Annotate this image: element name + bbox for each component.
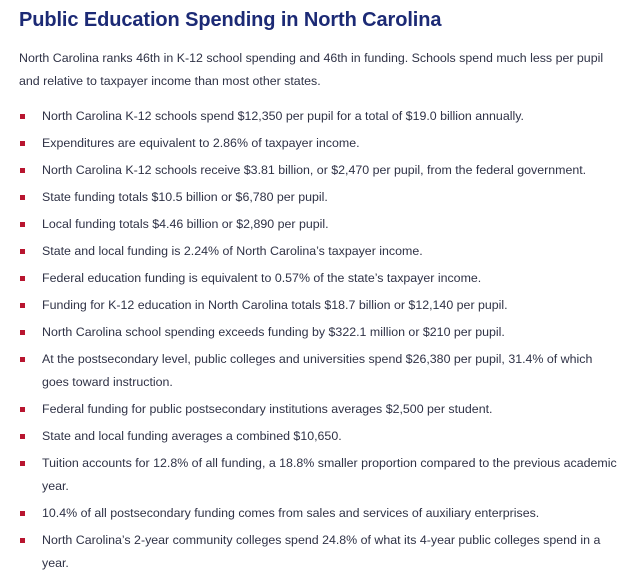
intro-paragraph: North Carolina ranks 46th in K-12 school spending and 46th in funding. Schools spend much less per pupil and relative to taxpayer income than most other states.: [19, 51, 604, 88]
fact-text: North Carolina’s 2-year community colleges spend 24.8% of what its 4-year public colleges spend in a year.: [42, 533, 601, 570]
fact-item: [19, 267, 622, 290]
fact-text: At the postsecondary level, public colleges and universities spend $26,380 per pupil, 31.4% of which goes toward instruction.: [42, 352, 593, 389]
fact-item: [19, 240, 622, 263]
page-title: Public Education Spending in North Carolina: [19, 9, 442, 31]
fact-text: North Carolina K-12 schools receive $3.81 billion, or $2,470 per pupil, from the federal government.: [42, 163, 587, 177]
square-bullet-icon: [20, 168, 25, 173]
square-bullet-icon: [20, 461, 25, 466]
fact-text: State funding totals $10.5 billion or $6,780 per pupil.: [42, 190, 328, 204]
fact-text: State and local funding is 2.24% of North Carolina’s taxpayer income.: [42, 244, 423, 258]
square-bullet-icon: [20, 276, 25, 281]
fact-text: North Carolina school spending exceeds funding by $322.1 million or $210 per pupil.: [42, 325, 505, 339]
fact-item: [19, 502, 622, 525]
square-bullet-icon: [20, 511, 25, 516]
fact-item: [19, 348, 622, 394]
fact-text: Federal education funding is equivalent to 0.57% of the state’s taxpayer income.: [42, 271, 482, 285]
fact-item: [19, 186, 622, 209]
square-bullet-icon: [20, 357, 25, 362]
fact-item: [19, 213, 622, 236]
square-bullet-icon: [20, 141, 25, 146]
square-bullet-icon: [20, 538, 25, 543]
fact-item: [19, 398, 622, 421]
square-bullet-icon: [20, 434, 25, 439]
fact-item: [19, 105, 622, 128]
fact-text: Tuition accounts for 12.8% of all funding, a 18.8% smaller proportion compared to the previous academic year.: [42, 456, 617, 493]
fact-item: [19, 452, 622, 498]
square-bullet-icon: [20, 222, 25, 227]
square-bullet-icon: [20, 303, 25, 308]
fact-text: Funding for K-12 education in North Carolina totals $18.7 billion or $12,140 per pupil.: [42, 298, 508, 312]
fact-item: [19, 529, 622, 575]
fact-text: Expenditures are equivalent to 2.86% of taxpayer income.: [42, 136, 360, 150]
fact-item: [19, 132, 622, 155]
square-bullet-icon: [20, 114, 25, 119]
square-bullet-icon: [20, 407, 25, 412]
fact-item: [19, 294, 622, 317]
facts-list: [19, 105, 622, 575]
fact-text: Local funding totals $4.46 billion or $2,890 per pupil.: [42, 217, 329, 231]
fact-text: North Carolina K-12 schools spend $12,350 per pupil for a total of $19.0 billion annually.: [42, 109, 524, 123]
square-bullet-icon: [20, 195, 25, 200]
fact-item: [19, 425, 622, 448]
fact-text: Federal funding for public postsecondary institutions averages $2,500 per student.: [42, 402, 493, 416]
fact-text: State and local funding averages a combined $10,650.: [42, 429, 342, 443]
square-bullet-icon: [20, 249, 25, 254]
fact-text: 10.4% of all postsecondary funding comes from sales and services of auxiliary enterprises.: [42, 506, 540, 520]
fact-item: [19, 321, 622, 344]
square-bullet-icon: [20, 330, 25, 335]
fact-item: [19, 159, 622, 182]
